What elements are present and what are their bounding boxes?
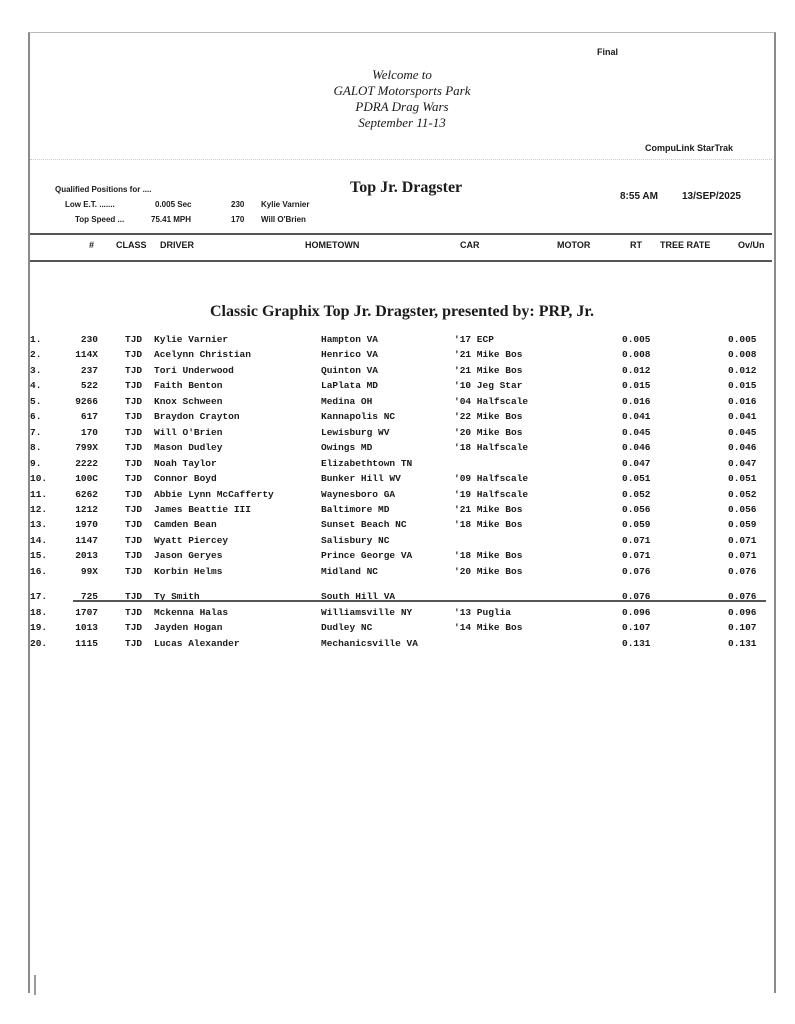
table-row	[30, 442, 774, 457]
welcome-line: Welcome to	[372, 67, 432, 82]
cell-position: 14.	[30, 534, 48, 546]
top-speed-value: 75.41 MPH	[151, 215, 192, 224]
cell-position: 15.	[30, 550, 48, 562]
cell-driver: Connor Boyd	[154, 473, 217, 485]
cell-car-number: 1013	[75, 622, 98, 634]
cell-car-number: 114X	[75, 349, 98, 361]
cell-class: TJD	[125, 442, 143, 454]
low-et-driver: Kylie Varnier	[261, 200, 310, 209]
cell-reaction-time: 0.076	[622, 565, 651, 577]
cell-car-number: 170	[80, 426, 98, 438]
cell-car-number: 1707	[75, 606, 98, 618]
cell-car: '19 Halfscale	[454, 488, 529, 500]
cell-reaction-time: 0.015	[622, 380, 651, 392]
cell-class: TJD	[125, 534, 143, 546]
table-row	[30, 519, 774, 534]
cell-car-number: 237	[80, 364, 98, 376]
cell-hometown: Baltimore MD	[321, 503, 390, 515]
cell-car: '21 Mike Bos	[454, 349, 523, 361]
cell-class: TJD	[125, 334, 143, 345]
system-label: CompuLink StarTrak	[645, 143, 734, 153]
cell-class: TJD	[125, 364, 143, 376]
cell-ov-un: 0.016	[728, 395, 757, 407]
table-row	[30, 396, 774, 411]
cell-reaction-time: 0.041	[622, 411, 651, 423]
cell-position: 1.	[30, 334, 42, 345]
cell-ov-un: 0.005	[728, 334, 757, 345]
cell-reaction-time: 0.131	[622, 637, 651, 649]
cell-car: '20 Mike Bos	[454, 426, 523, 438]
low-et-label: Low E.T. .......	[65, 200, 115, 209]
table-row	[30, 411, 774, 426]
cell-reaction-time: 0.016	[622, 395, 651, 407]
table-row	[30, 427, 774, 442]
table-row	[30, 334, 774, 349]
cell-position: 6.	[30, 411, 42, 423]
cell-car-number: 9266	[75, 395, 98, 407]
cell-car-number: 1115	[75, 637, 98, 649]
cell-ov-un: 0.059	[728, 519, 757, 531]
cell-driver: Mason Dudley	[154, 442, 223, 454]
scan-edge	[34, 975, 36, 995]
cell-hometown: Sunset Beach NC	[321, 519, 407, 531]
cell-car-number: 6262	[75, 488, 98, 500]
cell-ov-un: 0.015	[728, 380, 757, 392]
cell-hometown: Henrico VA	[321, 349, 379, 361]
cell-reaction-time: 0.045	[622, 426, 651, 438]
cell-driver: Abbie Lynn McCafferty	[154, 488, 274, 500]
col-rt: RT	[630, 240, 642, 250]
welcome-header	[30, 67, 774, 131]
cell-position: 10.	[30, 473, 48, 485]
cell-reaction-time: 0.012	[622, 364, 651, 376]
cell-ov-un: 0.071	[728, 550, 757, 562]
cell-class: TJD	[125, 488, 143, 500]
cell-driver: Wyatt Piercey	[154, 534, 229, 546]
cell-ov-un: 0.096	[728, 606, 757, 618]
cell-car: '22 Mike Bos	[454, 411, 523, 423]
cell-ov-un: 0.008	[728, 349, 757, 361]
cell-driver: Camden Bean	[154, 519, 217, 531]
table-row	[30, 365, 774, 380]
cell-car: '20 Mike Bos	[454, 565, 523, 577]
cell-ov-un: 0.012	[728, 364, 757, 376]
cell-class: TJD	[125, 349, 143, 361]
cell-class: TJD	[125, 426, 143, 438]
cell-position: 12.	[30, 503, 48, 515]
table-row	[30, 550, 774, 565]
class-subtitle: Classic Graphix Top Jr. Dragster, presented by: PRP, Jr.	[209, 303, 595, 320]
cell-ov-un: 0.041	[728, 411, 757, 423]
cell-reaction-time: 0.046	[622, 442, 651, 454]
cell-position: 4.	[30, 380, 42, 392]
cell-car-number: 2222	[75, 457, 98, 469]
cell-car-number: 522	[80, 380, 98, 392]
dotted-divider	[30, 159, 772, 160]
cell-class: TJD	[125, 395, 143, 407]
event-title: Top Jr. Dragster	[350, 179, 463, 196]
cell-car: '18 Mike Bos	[454, 519, 523, 531]
cell-ov-un: 0.056	[728, 503, 757, 515]
cell-car: '09 Halfscale	[454, 473, 529, 485]
cell-position: 13.	[30, 519, 48, 531]
cell-car: '13 Puglia	[454, 606, 512, 618]
cell-ov-un: 0.051	[728, 473, 757, 485]
col-car: CAR	[460, 240, 480, 250]
cell-position: 5.	[30, 395, 42, 407]
table-row	[30, 489, 774, 504]
cell-class: TJD	[125, 519, 143, 531]
cell-ov-un: 0.047	[728, 457, 757, 469]
cell-car: '04 Halfscale	[454, 395, 529, 407]
cell-hometown: Mechanicsville VA	[321, 637, 418, 649]
cell-car: '21 Mike Bos	[454, 364, 523, 376]
cell-driver: Tori Underwood	[154, 364, 234, 376]
cell-ov-un: 0.076	[728, 565, 757, 577]
cell-driver: Lucas Alexander	[154, 637, 240, 649]
col-num: #	[89, 240, 95, 250]
cell-ov-un: 0.045	[728, 426, 757, 438]
cell-reaction-time: 0.071	[622, 550, 651, 562]
cell-class: TJD	[125, 637, 143, 649]
cell-car-number: 230	[80, 334, 98, 345]
cell-driver: Jason Geryes	[154, 550, 223, 562]
cell-driver: Noah Taylor	[154, 457, 217, 469]
col-hometown: HOMETOWN	[305, 240, 360, 250]
cell-class: TJD	[125, 591, 143, 603]
cell-class: TJD	[125, 503, 143, 515]
table-row	[30, 566, 774, 581]
cell-hometown: Bunker Hill WV	[321, 473, 401, 485]
cell-position: 2.	[30, 349, 42, 361]
cell-reaction-time: 0.059	[622, 519, 651, 531]
cell-car-number: 725	[80, 591, 98, 603]
cell-car-number: 1970	[75, 519, 98, 531]
col-driver: DRIVER	[160, 240, 195, 250]
track-name: GALOT Motorsports Park	[333, 83, 471, 98]
cell-car-number: 99X	[80, 565, 98, 577]
top-speed-car: 170	[231, 215, 245, 224]
cell-hometown: Hampton VA	[321, 334, 379, 345]
cell-position: 17.	[30, 591, 48, 603]
cell-driver: Will O'Brien	[154, 426, 223, 438]
table-row	[30, 380, 774, 395]
col-tree-rate: TREE RATE	[660, 240, 711, 250]
cell-hometown: Elizabethtown TN	[321, 457, 413, 469]
col-ov-un: Ov/Un	[738, 240, 765, 250]
event-series: PDRA Drag Wars	[355, 99, 449, 114]
cell-car: '17 ECP	[454, 334, 494, 345]
cell-car-number: 617	[80, 411, 98, 423]
results-sheet	[28, 32, 776, 993]
cell-position: 19.	[30, 622, 48, 634]
cell-car-number: 100C	[75, 473, 98, 485]
cell-car: '18 Halfscale	[454, 442, 529, 454]
low-et-value: 0.005 Sec	[155, 200, 192, 209]
cell-reaction-time: 0.051	[622, 473, 651, 485]
cell-class: TJD	[125, 606, 143, 618]
cell-driver: Mckenna Halas	[154, 606, 229, 618]
cell-position: 7.	[30, 426, 42, 438]
cell-position: 18.	[30, 606, 48, 618]
table-row	[30, 622, 774, 637]
cell-hometown: Medina OH	[321, 395, 373, 407]
col-motor: MOTOR	[557, 240, 591, 250]
cell-hometown: LaPlata MD	[321, 380, 379, 392]
cell-reaction-time: 0.107	[622, 622, 651, 634]
cell-class: TJD	[125, 380, 143, 392]
cell-driver: Knox Schween	[154, 395, 223, 407]
cell-driver: Jayden Hogan	[154, 622, 223, 634]
cell-class: TJD	[125, 565, 143, 577]
cell-position: 3.	[30, 364, 42, 376]
table-row	[30, 607, 774, 622]
cell-reaction-time: 0.071	[622, 534, 651, 546]
cell-hometown: Quinton VA	[321, 364, 379, 376]
status-label: Final	[597, 47, 619, 57]
cell-hometown: Owings MD	[321, 442, 373, 454]
cell-car: '14 Mike Bos	[454, 622, 523, 634]
low-et-car: 230	[231, 200, 245, 209]
cell-car-number: 1147	[75, 534, 98, 546]
cell-ov-un: 0.076	[728, 591, 757, 603]
cell-ov-un: 0.046	[728, 442, 757, 454]
cell-driver: James Beattie III	[154, 503, 251, 515]
table-row	[30, 504, 774, 519]
cell-position: 8.	[30, 442, 42, 454]
cell-hometown: Waynesboro GA	[321, 488, 396, 500]
cell-driver: Faith Benton	[154, 380, 223, 392]
cell-driver: Ty Smith	[154, 591, 200, 603]
cell-driver: Braydon Crayton	[154, 411, 240, 423]
cell-class: TJD	[125, 622, 143, 634]
cell-position: 9.	[30, 457, 42, 469]
cell-ov-un: 0.071	[728, 534, 757, 546]
table-row	[30, 591, 774, 606]
cell-position: 20.	[30, 637, 48, 649]
cell-class: TJD	[125, 411, 143, 423]
cell-class: TJD	[125, 550, 143, 562]
cell-car: '10 Jeg Star	[454, 380, 523, 392]
cell-car-number: 1212	[75, 503, 98, 515]
cell-reaction-time: 0.047	[622, 457, 651, 469]
cell-hometown: Kannapolis NC	[321, 411, 396, 423]
field-cutoff-line	[73, 600, 766, 602]
header-rule-top	[30, 233, 772, 235]
cell-car-number: 2013	[75, 550, 98, 562]
print-time: 8:55 AM	[620, 191, 658, 202]
cell-reaction-time: 0.052	[622, 488, 651, 500]
cell-hometown: Salisbury NC	[321, 534, 390, 546]
col-class: CLASS	[116, 240, 147, 250]
cell-hometown: Lewisburg WV	[321, 426, 390, 438]
print-date: 13/SEP/2025	[682, 191, 741, 202]
cell-ov-un: 0.052	[728, 488, 757, 500]
cell-class: TJD	[125, 473, 143, 485]
cell-reaction-time: 0.096	[622, 606, 651, 618]
cell-ov-un: 0.131	[728, 637, 757, 649]
table-row	[30, 349, 774, 364]
top-speed-driver: Will O'Brien	[261, 215, 306, 224]
cell-hometown: Dudley NC	[321, 622, 373, 634]
cell-hometown: Prince George VA	[321, 550, 413, 562]
cell-hometown: Williamsville NY	[321, 606, 413, 618]
cell-reaction-time: 0.008	[622, 349, 651, 361]
header-rule-bottom	[30, 260, 772, 262]
table-row	[30, 473, 774, 488]
event-dates: September 11-13	[358, 115, 446, 130]
cell-car: '18 Mike Bos	[454, 550, 523, 562]
cell-driver: Kylie Varnier	[154, 334, 229, 345]
cell-hometown: South Hill VA	[321, 591, 396, 603]
cell-class: TJD	[125, 457, 143, 469]
table-row	[30, 458, 774, 473]
cell-reaction-time: 0.056	[622, 503, 651, 515]
top-speed-label: Top Speed ...	[75, 215, 125, 224]
cell-position: 11.	[30, 488, 48, 500]
qualified-label: Qualified Positions for ....	[55, 185, 152, 194]
cell-reaction-time: 0.005	[622, 334, 651, 345]
cell-hometown: Midland NC	[321, 565, 379, 577]
cell-reaction-time: 0.076	[622, 591, 651, 603]
cell-position: 16.	[30, 565, 48, 577]
cell-car-number: 799X	[75, 442, 98, 454]
cell-car: '21 Mike Bos	[454, 503, 523, 515]
cell-driver: Acelynn Christian	[154, 349, 251, 361]
cell-ov-un: 0.107	[728, 622, 757, 634]
table-row	[30, 638, 774, 653]
cell-driver: Korbin Helms	[154, 565, 223, 577]
table-row	[30, 535, 774, 550]
